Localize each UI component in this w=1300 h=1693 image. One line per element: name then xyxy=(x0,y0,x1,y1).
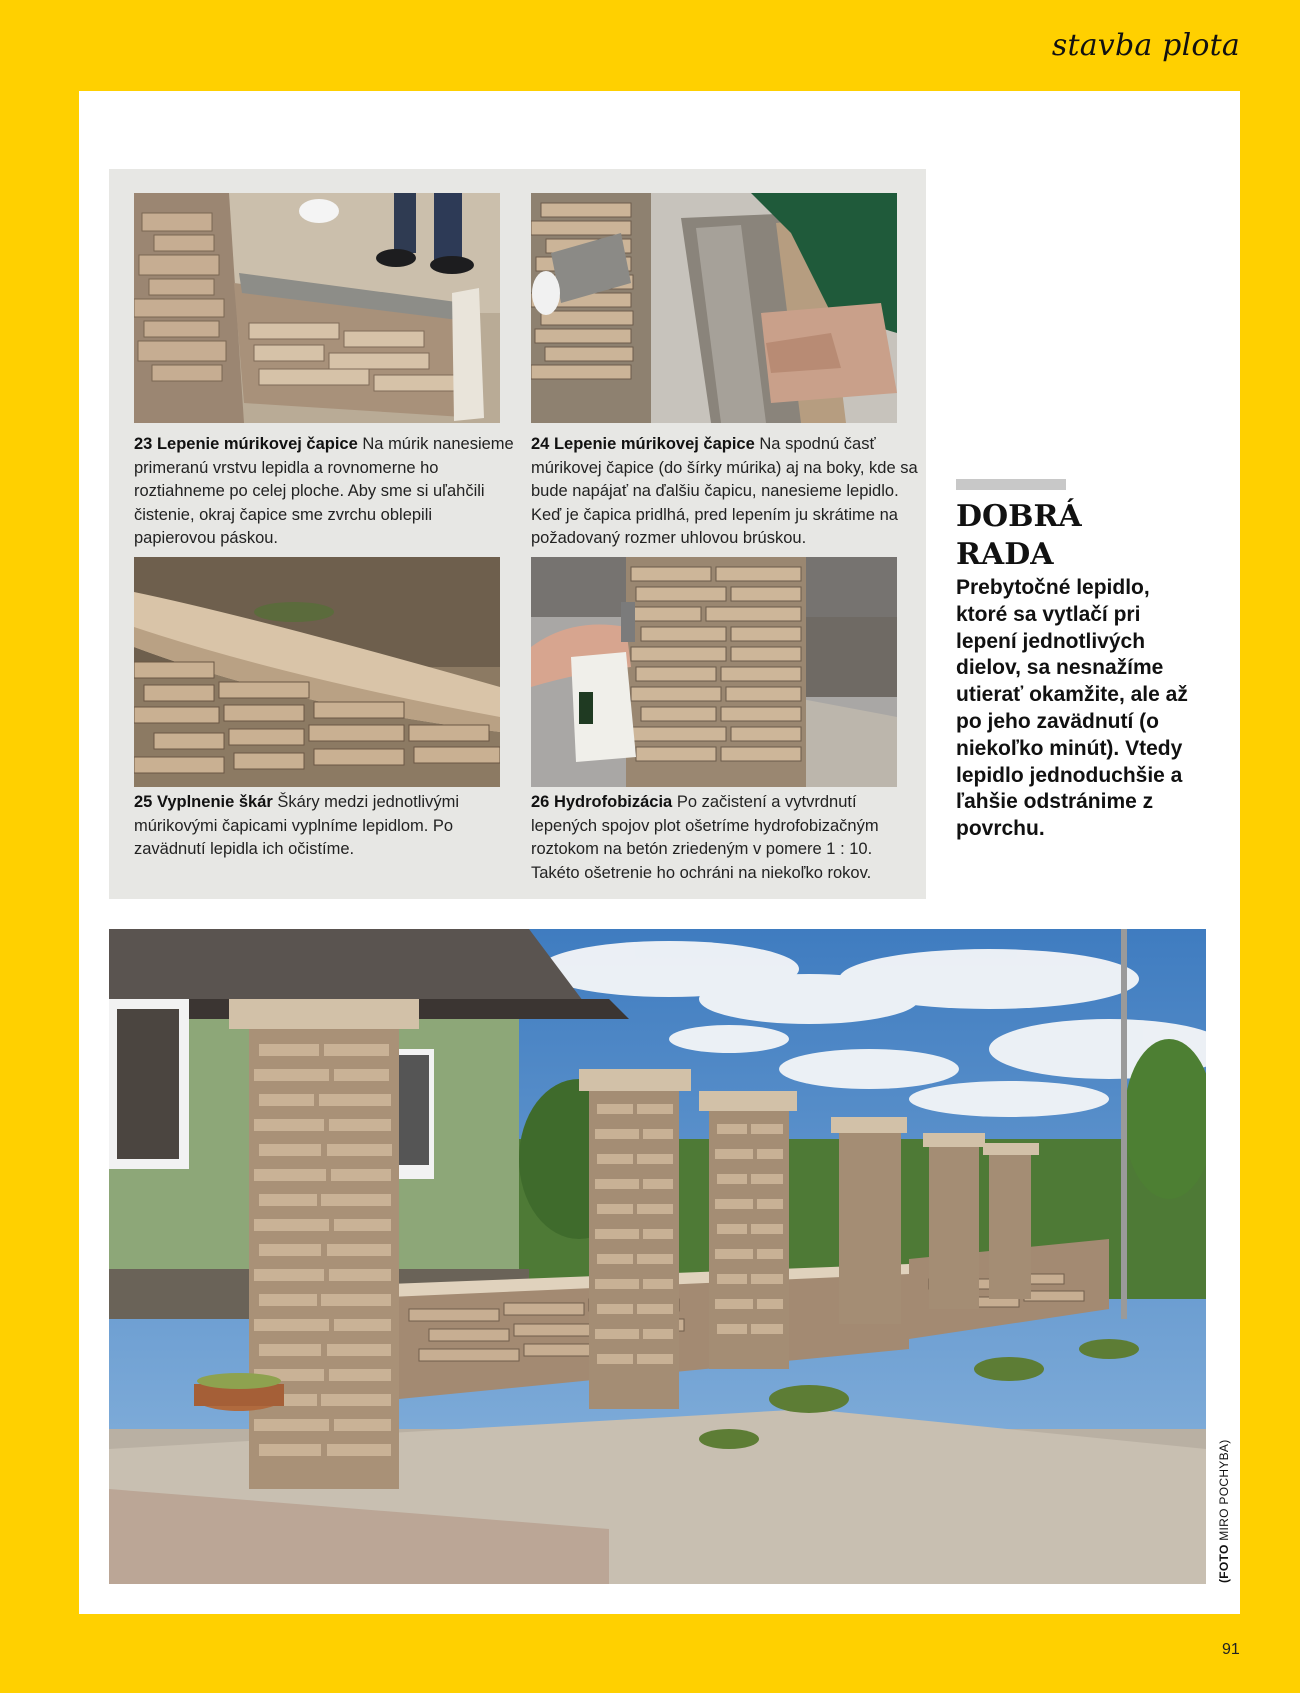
step-26-title: Hydrofobizácia xyxy=(553,793,673,811)
step-25-text: Škáry medzi jednotlivými múrikovými čapicami vyplníme lepidlom. Po zavädnutí lepidla ich očistíme. xyxy=(134,793,459,858)
step-25-number: 25 xyxy=(134,793,153,811)
step-25-caption xyxy=(134,791,514,862)
fence-photo xyxy=(109,929,1206,1584)
photo-credit-label: (FOTO xyxy=(1217,1544,1231,1583)
step-26-photo xyxy=(531,557,897,787)
steps-panel xyxy=(109,169,926,899)
step-23-caption xyxy=(134,433,514,551)
step-24-text: Na spodnú časť múrikovej čapice (do šírky múrika) aj na boky, kde sa bude napájať na ďalšiu čapicu, nanesieme lepidlo. Keď je čapica pridlhá, pred lepením ju skrátime na požadovaný rozmer uhlovou brúskou. xyxy=(531,435,918,547)
tip-title: DOBRÁ RADA xyxy=(956,499,1082,572)
tip-accent-bar xyxy=(956,479,1066,490)
photo-credit xyxy=(1217,1440,1231,1584)
step-24-photo xyxy=(531,193,897,423)
page-number: 91 xyxy=(1222,1641,1240,1658)
step-24-number: 24 xyxy=(531,435,550,453)
step-24-title: Lepenie múrikovej čapice xyxy=(553,435,755,453)
page-content xyxy=(79,91,1240,1614)
step-25-title: Vyplnenie škár xyxy=(156,793,273,811)
photo-credit-name: MIRO POCHYBA) xyxy=(1217,1439,1231,1541)
step-26-number: 26 xyxy=(531,793,550,811)
step-23-title: Lepenie múrikovej čapice xyxy=(156,435,358,453)
step-25-photo xyxy=(134,557,500,787)
step-26-caption xyxy=(531,791,911,885)
section-title: stavba plota xyxy=(1051,28,1240,63)
step-26-text: Po začistení a vytvrdnutí lepených spojov plot ošetríme hydrofobizačným roztokom na betón zriedeným v pomere 1 : 10. Takéto ošetrenie ho ochráni na niekoľko rokov. xyxy=(531,793,879,882)
step-24-caption xyxy=(531,433,923,551)
step-23-text: Na múrik nanesieme primeranú vrstvu lepidla a rovnomerne ho roztiahneme po celej ploche. Aby sme si uľahčili čistenie, okraj čapice sme zvrchu oblepili papierovou páskou. xyxy=(134,435,514,547)
step-23-number: 23 xyxy=(134,435,153,453)
tip-text: Prebytočné lepidlo, ktoré sa vytlačí pri lepení jednotlivých dielov, sa nesnažíme utierať okamžite, ale až po jeho zavädnutí (o niekoľko minút). Vtedy lepidlo jednoduchšie a ľahšie odstránime z povrchu. xyxy=(956,576,1188,841)
step-23-photo xyxy=(134,193,500,423)
